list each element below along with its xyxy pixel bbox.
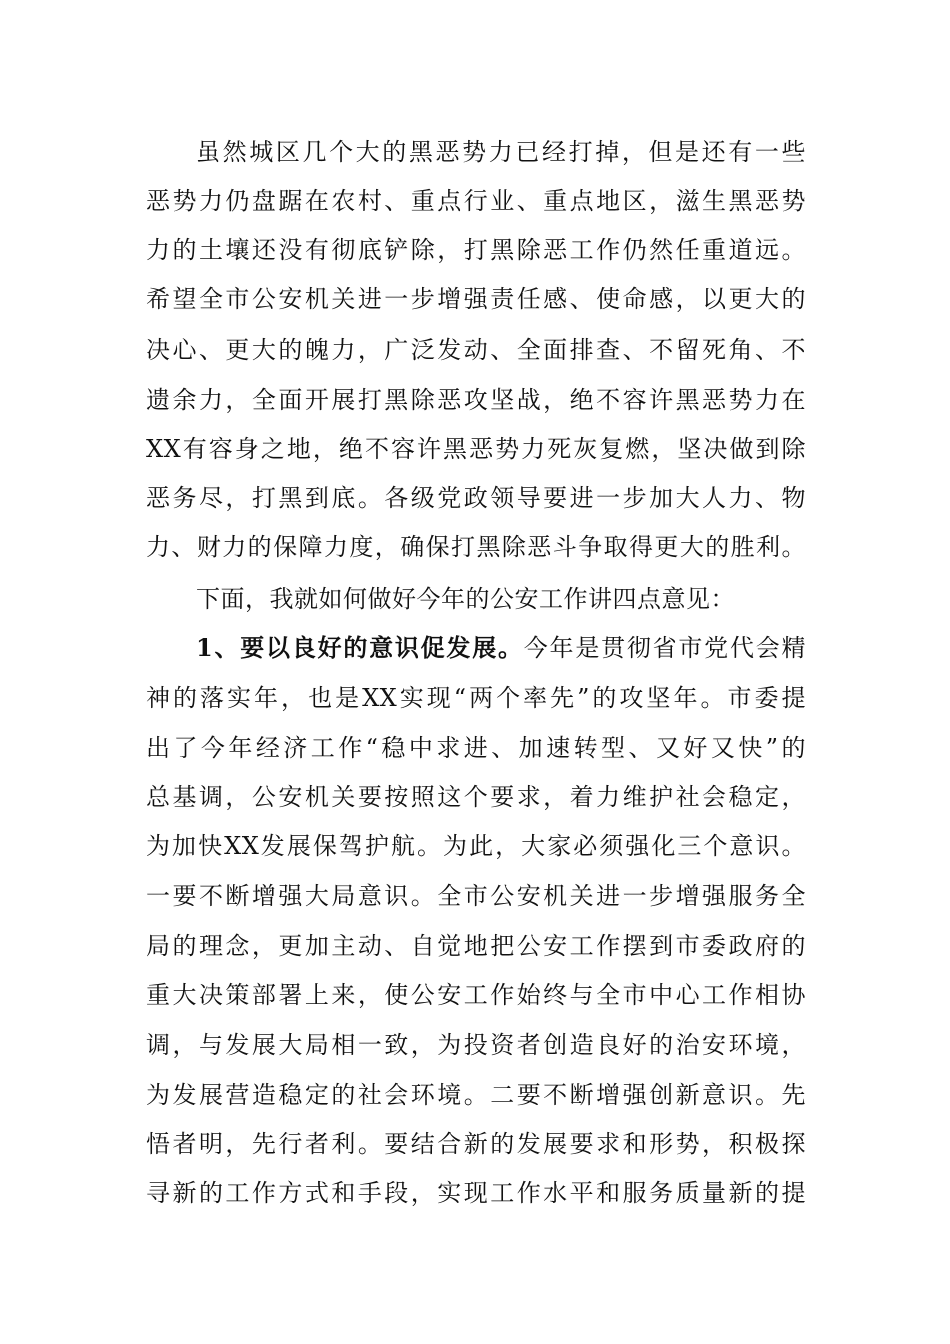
paragraph-text: 今年是贯彻省市党代会精 bbox=[523, 634, 807, 662]
paragraph-line: 为发展营造稳定的社会环境。二要不断增强创新意识。先 bbox=[146, 1081, 806, 1109]
paragraph-line: 重大决策部署上来，使公安工作始终与全市中心工作相协 bbox=[146, 981, 806, 1009]
paragraph-line: 神的落实年，也是XX实现“两个率先”的攻坚年。市委提 bbox=[146, 684, 806, 712]
paragraph-line: 调，与发展大局相一致，为投资者创造良好的治安环境， bbox=[146, 1031, 806, 1059]
paragraph-line: 遗余力，全面开展打黑除恶攻坚战，绝不容许黑恶势力在 bbox=[146, 386, 806, 414]
paragraph-line: 恶务尽，打黑到底。各级党政领导要进一步加大人力、物 bbox=[146, 484, 806, 512]
paragraph-line: 一要不断增强大局意识。全市公安机关进一步增强服务全 bbox=[146, 882, 806, 910]
paragraph-line: 悟者明，先行者利。要结合新的发展要求和形势，积极探 bbox=[146, 1130, 806, 1158]
paragraph-line: 虽然城区几个大的黑恶势力已经打掉，但是还有一些 bbox=[196, 138, 806, 166]
paragraph-line: 局的理念，更加主动、自觉地把公安工作摆到市委政府的 bbox=[146, 932, 806, 960]
paragraph-line: 希望全市公安机关进一步增强责任感、使命感，以更大的 bbox=[146, 285, 806, 313]
paragraph-line: XX有容身之地，绝不容许黑恶势力死灰复燃，坚决做到除 bbox=[146, 435, 806, 463]
paragraph-line: 力的土壤还没有彻底铲除，打黑除恶工作仍然任重道远。 bbox=[146, 236, 806, 264]
paragraph-line: 寻新的工作方式和手段，实现工作水平和服务质量新的提 bbox=[146, 1179, 806, 1207]
heading-line bbox=[196, 628, 806, 668]
section-heading: 1、要以良好的意识促发展。 bbox=[196, 633, 524, 662]
paragraph-line: 为加快XX发展保驾护航。为此，大家必须强化三个意识。 bbox=[146, 832, 806, 860]
paragraph-line: 力、财力的保障力度，确保打黑除恶斗争取得更大的胜利。 bbox=[146, 533, 806, 561]
paragraph-line: 下面，我就如何做好今年的公安工作讲四点意见： bbox=[196, 585, 735, 613]
paragraph-line: 总基调，公安机关要按照这个要求，着力维护社会稳定， bbox=[146, 783, 806, 811]
paragraph-line: 恶势力仍盘踞在农村、重点行业、重点地区，滋生黑恶势 bbox=[146, 187, 806, 215]
paragraph-line: 决心、更大的魄力，广泛发动、全面排查、不留死角、不 bbox=[146, 336, 806, 364]
paragraph-line: 出了今年经济工作“稳中求进、加速转型、又好又快”的 bbox=[146, 734, 806, 762]
